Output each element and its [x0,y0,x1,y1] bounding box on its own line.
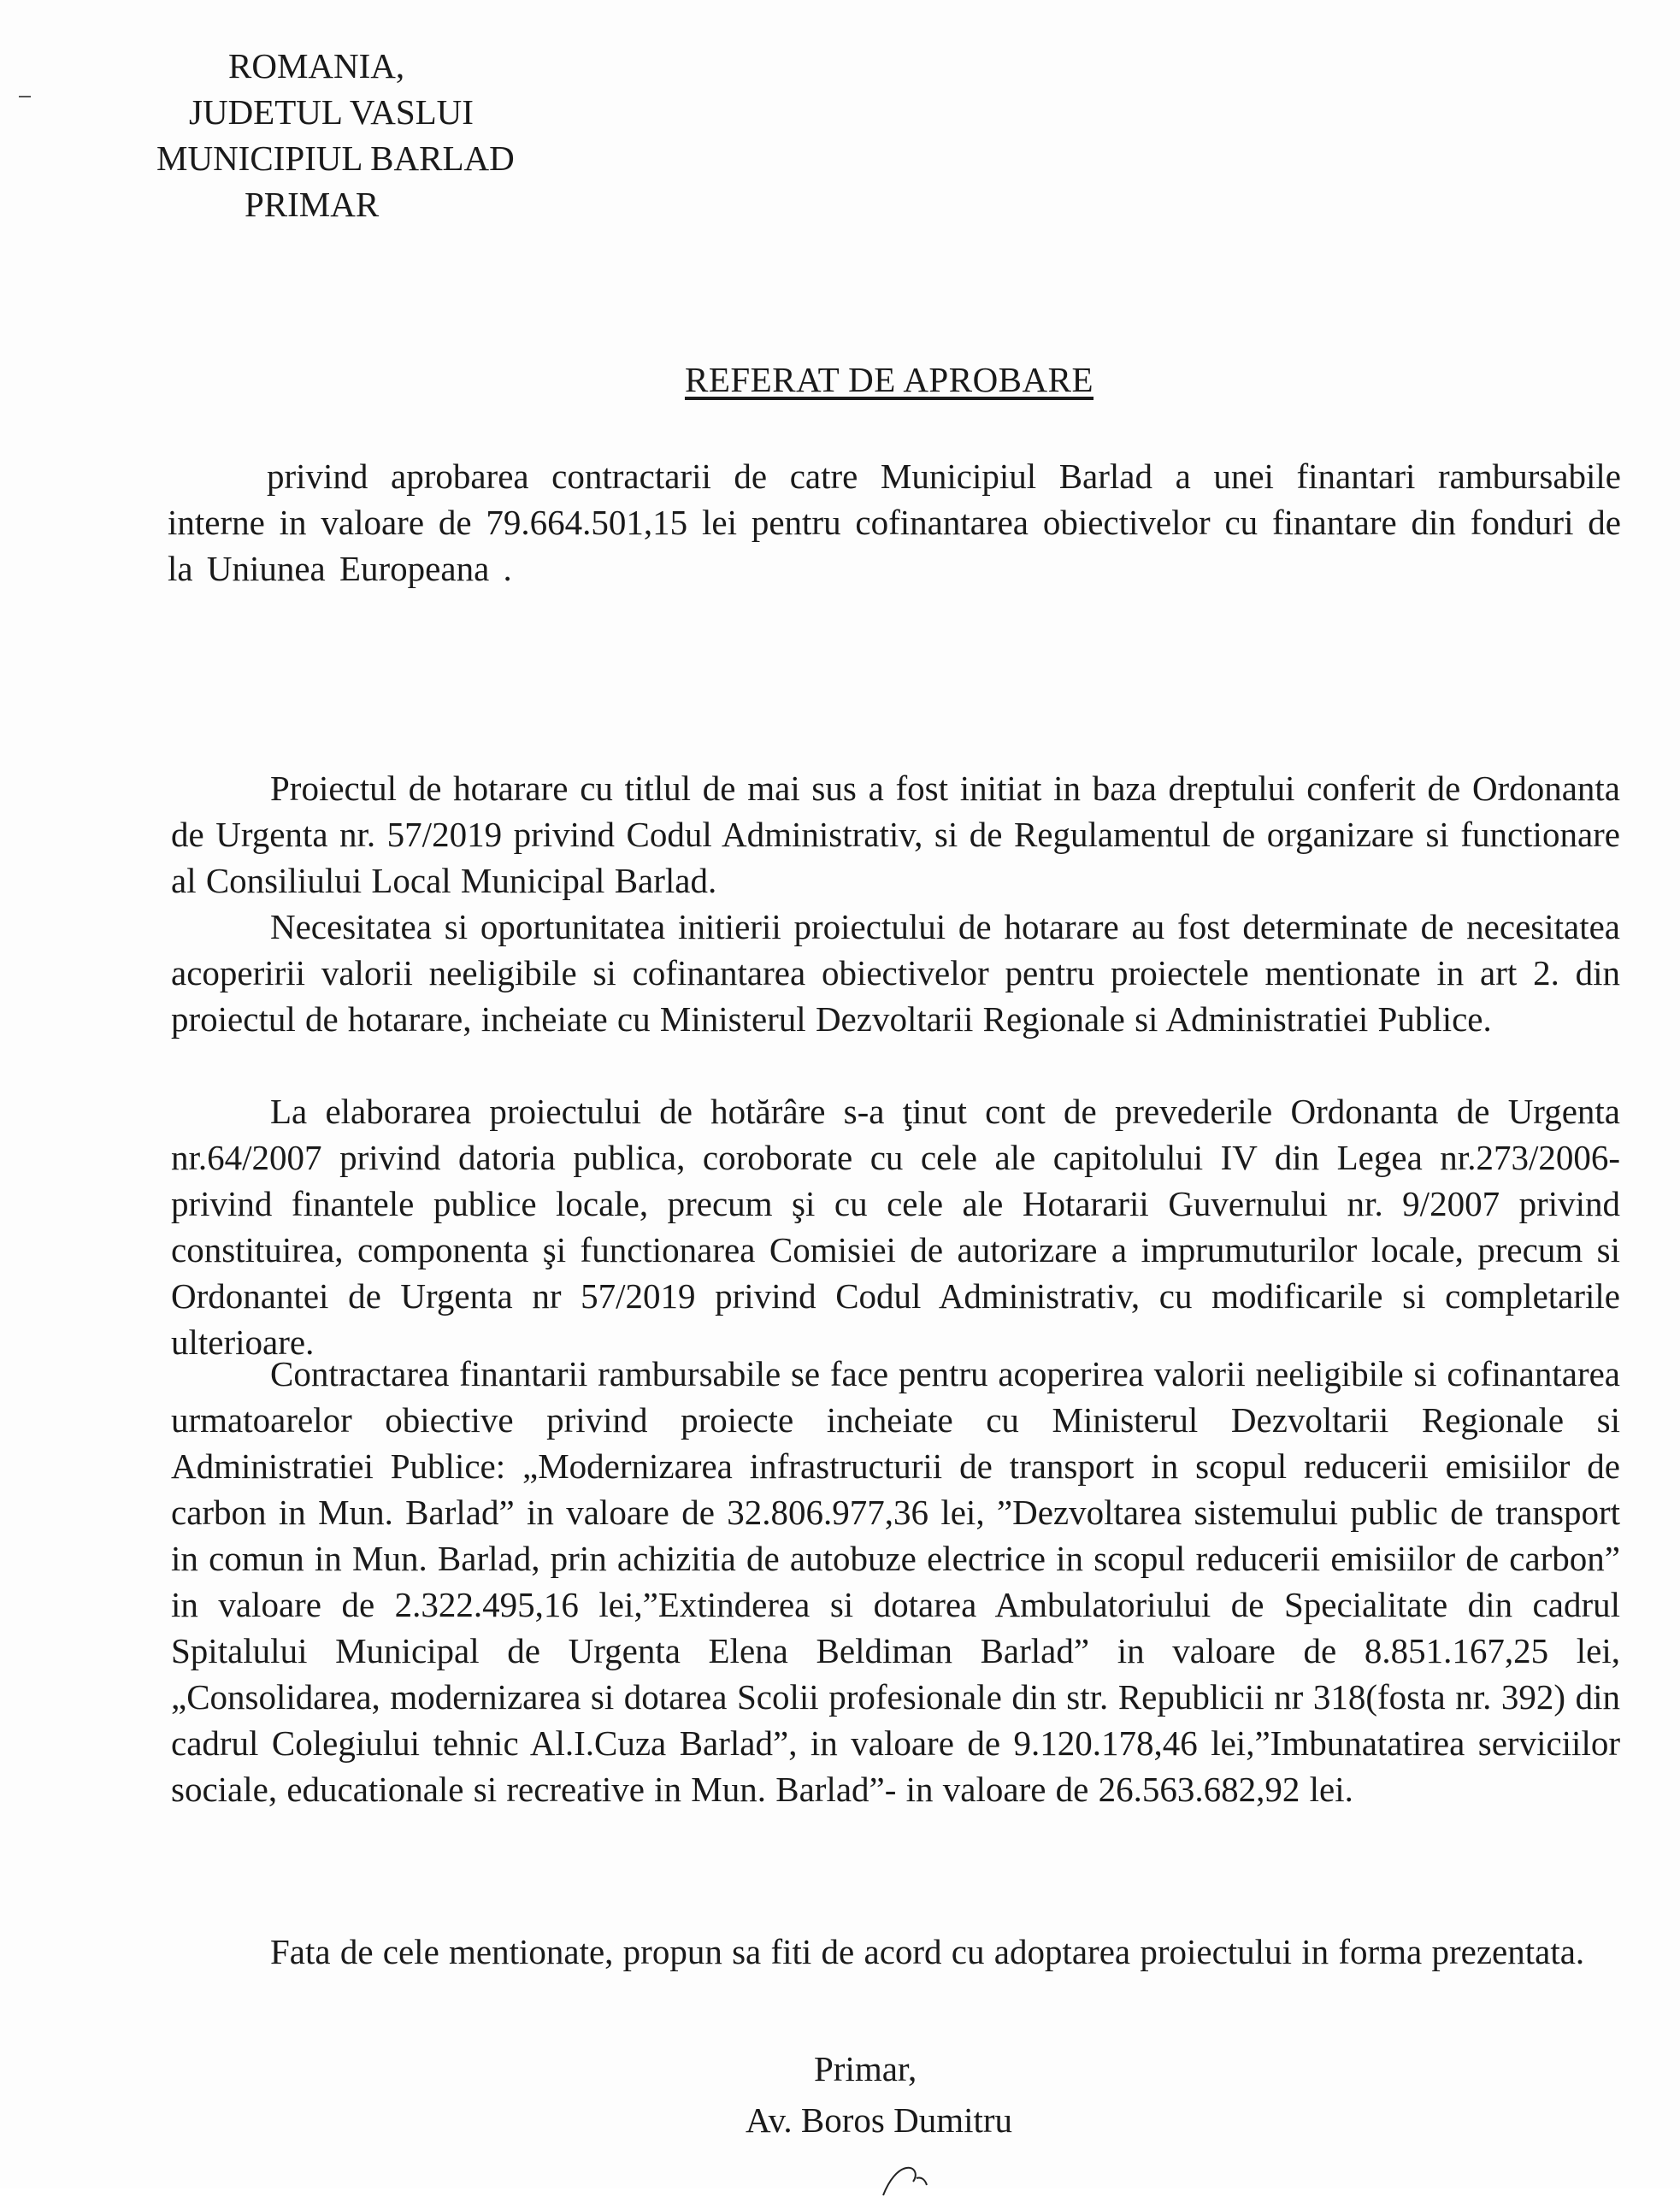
paragraph-conclusion: Fata de cele mentionate, propun sa fiti de acord cu adoptarea proiectului in forma prezentata. [270,1932,1585,1971]
paragraph-necessity: Necesitatea si oportunitatea initierii proiectului de hotarare au fost determinate de necesitatea acoperirii valorii neeligibile si cofinantarea obiectivelor pentru proiectele mentionate in art 2. din proiectul de hotarare, incheiate cu Ministerul Dezvoltarii Regionale si Administratiei Publice. [171,907,1620,1039]
document-title: REFERAT DE APROBARE [684,360,1094,399]
header-country: ROMANIA, [228,46,405,85]
header-office: PRIMAR [245,185,380,224]
header-municipality: MUNICIPIUL BARLAD [156,138,515,178]
paragraph-legal-basis: La elaborarea proiectului de hotărâre s-a ţinut cont de prevederile Ordonanta de Urgenta nr.64/2007 privind datoria publica, coroborate cu cele ale capitolului IV din Legea nr.273/2006-privind finantele publice locale, precum şi cu cele ale Hotararii Guvernului nr. 9/2007 privind constituirea, componenta şi functionarea Comisiei de autorizare a imprumuturilor locale, precum si Ordonantei de Urgenta nr 57/2019 privind Codul Administrativ, cu modificarile si completarile ulterioare. [171,1092,1620,1362]
document-subject: privind aprobarea contractarii de catre Municipiul Barlad a unei finantari rambursabile interne in valoare de 79.664.501,15 lei pentru cofinantarea obiectivelor cu finantare din fonduri de la Uniunea Europeana . [168,456,1621,588]
signature-block [746,2043,1012,2146]
document-header [0,43,718,227]
paragraph-projects: Contractarea finantarii rambursabile se face pentru acoperirea valorii neeligibile si cofinantarea urmatoarelor obiective privind proiecte incheiate cu Ministerul Dezvoltarii Regionale si Administratiei Publice: „Modernizarea infrastructurii de transport in scopul reducerii emisiilor de carbon in Mun. Barlad” in valoare de 32.806.977,36 lei, ”Dezvoltarea sistemului public de transport in comun in Mun. Barlad, prin achizitia de autobuze electrice in scopul reducerii emisiilor de carbon” in valoare de 2.322.495,16 lei,”Extinderea si dotarea Ambulatoriului de Specialitate din cadrul Spitalului Municipal de Urgenta Elena Beldiman Barlad” in valoare de 8.851.167,25 lei, „Consolidarea, modernizarea si dotarea Scolii profesionale din str. Republicii nr 318(fosta nr. 392) din cadrul Colegiului tehnic Al.I.Cuza Barlad”, in valoare de 9.120.178,46 lei,”Imbunatatirea serviciilor sociale, educationale si recreative in Mun. Barlad”- in valoare de 26.563.682,92 lei. [171,1354,1620,1809]
signature-name: Av. Boros Dumitru [746,2100,1013,2140]
handwritten-signature [879,2163,930,2197]
signature-title: Primar, [814,2049,917,2088]
paragraph-initiation: Proiectul de hotarare cu titlul de mai sus a fost initiat in baza dreptului conferit de Ordonanta de Urgenta nr. 57/2019 privind Codul Administrativ, si de Regulamentul de organizare si functionare al Consiliului Local Municipal Barlad. [171,769,1620,900]
header-county: JUDETUL VASLUI [189,92,474,132]
